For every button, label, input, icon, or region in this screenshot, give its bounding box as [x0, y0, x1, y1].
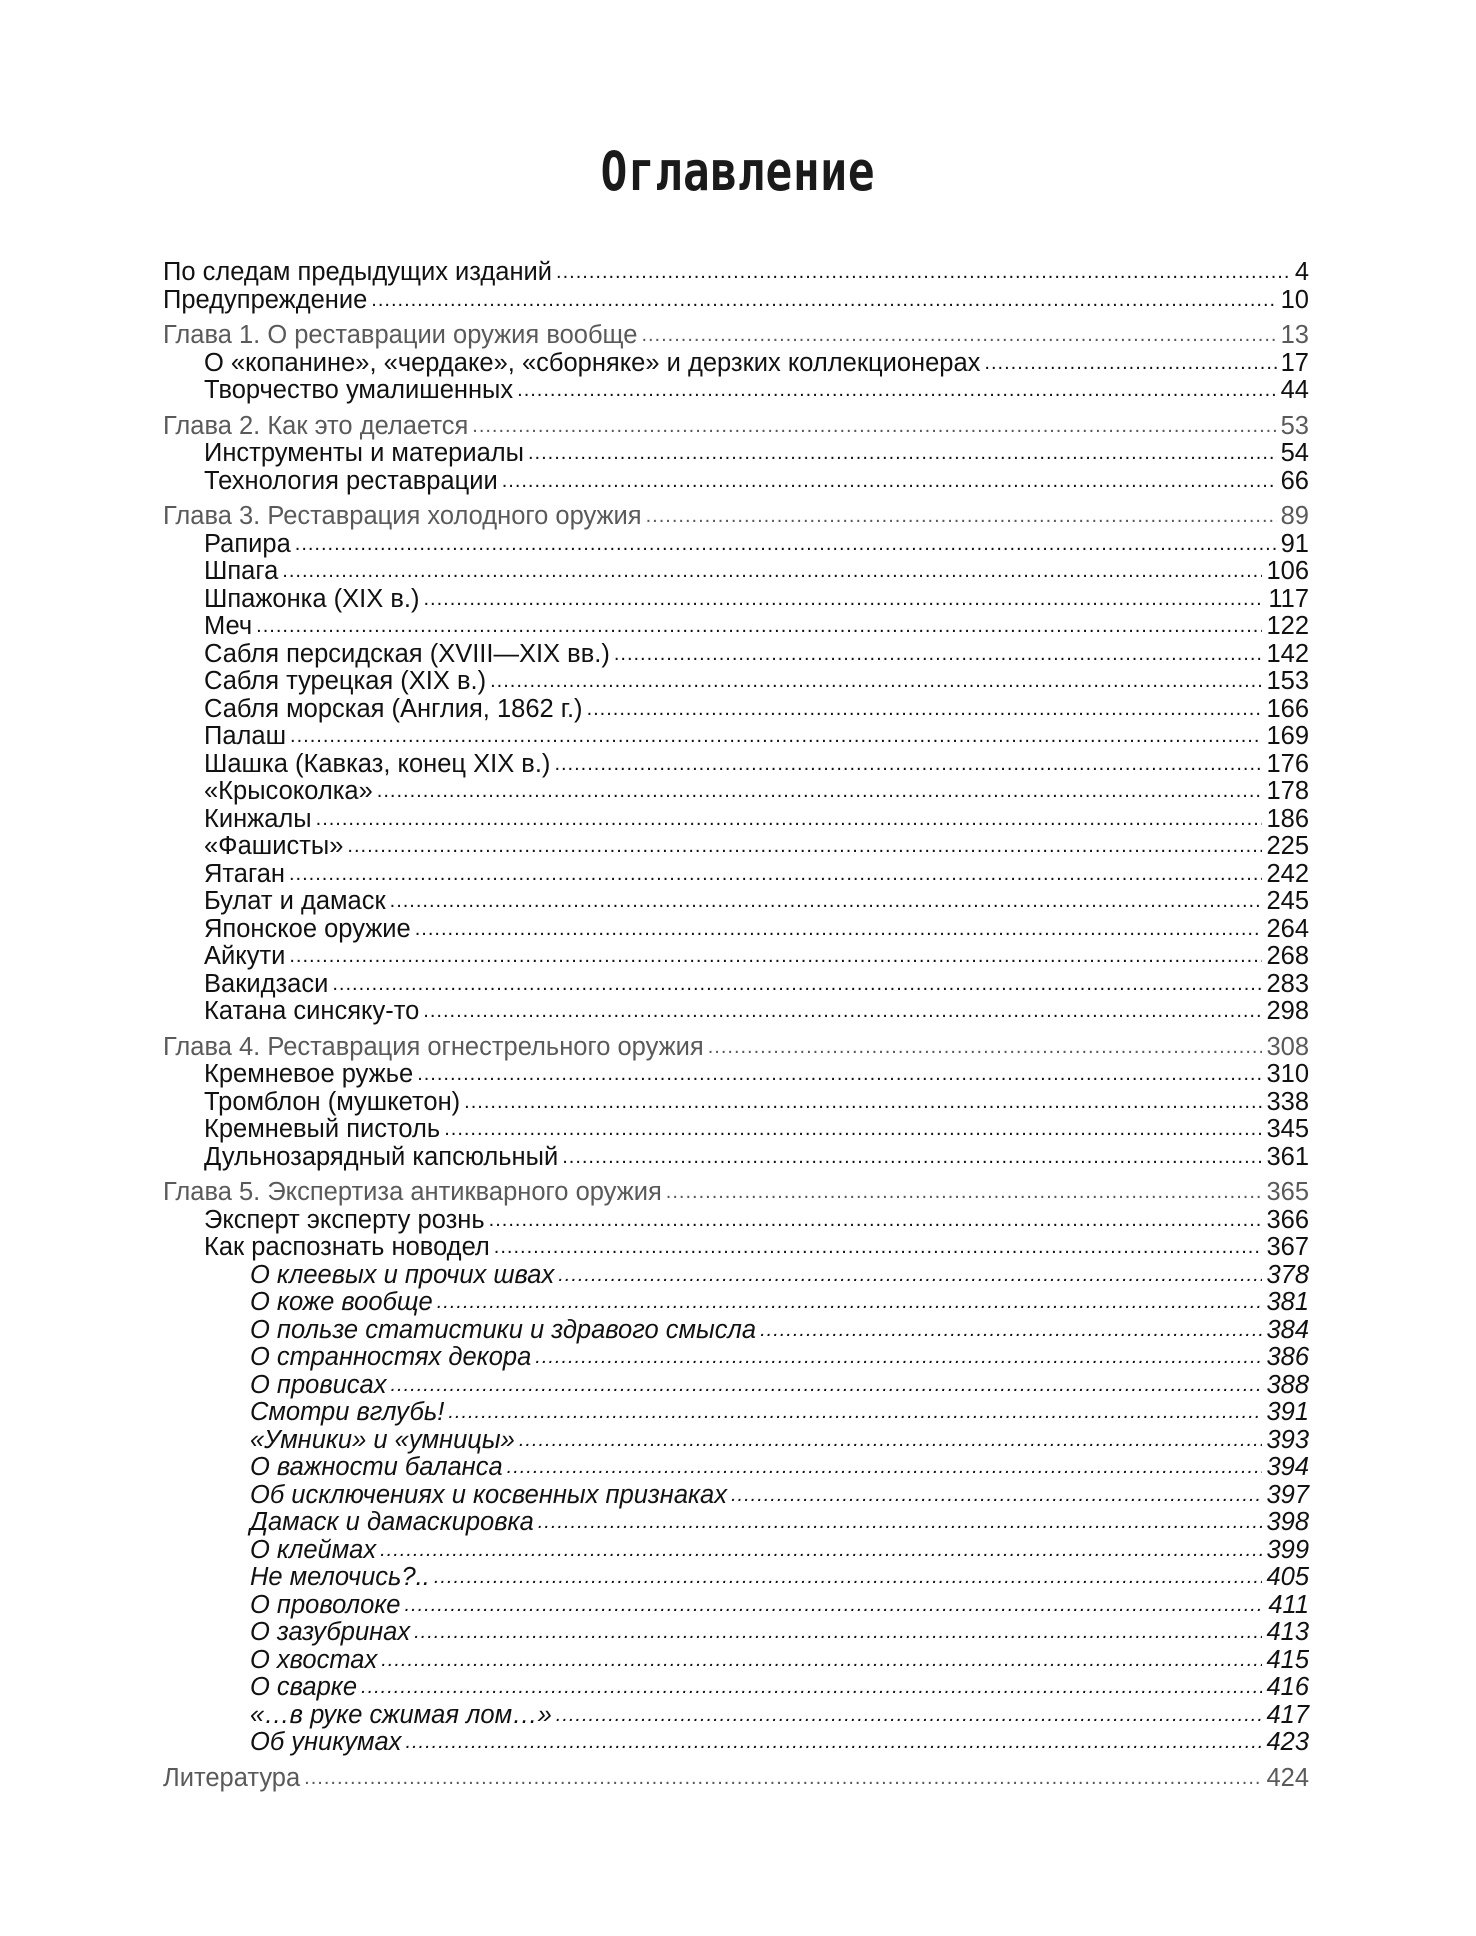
toc-entry [163, 1592, 1309, 1620]
toc-dot-leader [423, 584, 1264, 614]
toc-entry-title: О зазубринах [250, 1618, 411, 1646]
toc-entry [163, 641, 1309, 669]
toc-entry [163, 1454, 1309, 1482]
toc-dot-leader [562, 1142, 1262, 1172]
toc-page-number: 91 [1280, 529, 1309, 558]
toc-dot-leader [295, 529, 1277, 559]
toc-entry-title: Шпажонка (XIX в.) [204, 584, 420, 613]
toc-dot-leader [708, 1032, 1263, 1062]
toc-dot-leader [760, 1315, 1262, 1345]
toc-dot-leader [371, 285, 1276, 315]
toc-chapter-entry [163, 503, 1309, 531]
toc-dot-leader [472, 411, 1276, 441]
toc-entry-title: О провисах [250, 1370, 387, 1399]
toc-page-number: 366 [1266, 1205, 1309, 1234]
toc-entry-title: Не мелочись?.. [250, 1563, 430, 1591]
toc-entry [163, 1399, 1309, 1427]
toc-entry-title: По следам предыдущих изданий [163, 258, 553, 286]
toc-entry [163, 1509, 1309, 1537]
toc-entry [163, 1289, 1309, 1317]
toc-entry [163, 377, 1309, 405]
toc-entry-title: Дульнозарядный капсюльный [204, 1142, 559, 1171]
toc-entry-title: Творчество умалишенных [204, 376, 514, 404]
toc-entry [163, 1089, 1309, 1117]
toc-entry [163, 1619, 1309, 1647]
toc-entry-title: О коже вообще [250, 1288, 433, 1316]
toc-dot-leader [415, 914, 1263, 944]
toc-page-number: 13 [1280, 321, 1309, 349]
toc-dot-leader [641, 320, 1276, 350]
toc-entry [163, 751, 1309, 779]
toc-dot-leader [256, 611, 1262, 641]
toc-page-number: 365 [1266, 1178, 1309, 1206]
toc-page-number: 378 [1266, 1260, 1309, 1289]
toc-entry [163, 1061, 1309, 1089]
toc-dot-leader [519, 1425, 1263, 1455]
toc-page-number: 10 [1280, 285, 1309, 314]
toc-dot-leader [380, 1535, 1262, 1565]
toc-entry [163, 259, 1309, 287]
toc-entry-title: О важности баланса [250, 1453, 503, 1481]
toc-page-number: 367 [1266, 1233, 1309, 1261]
toc-page-number: 54 [1280, 439, 1309, 467]
toc-entry-title: «Фашисты» [204, 832, 344, 860]
toc-entry-title: Сабля морская (Англия, 1862 г.) [204, 694, 583, 723]
toc-page-number: 122 [1266, 612, 1309, 640]
toc-dot-leader [554, 749, 1262, 779]
toc-dot-leader [646, 501, 1277, 531]
toc-dot-leader [282, 556, 1262, 586]
toc-dot-leader [423, 996, 1262, 1026]
toc-entry [163, 613, 1309, 641]
toc-chapter-entry [163, 322, 1309, 350]
toc-page-number: 394 [1266, 1453, 1309, 1481]
toc-dot-leader [517, 375, 1276, 405]
toc-dot-leader [614, 639, 1263, 669]
toc-page-number: 186 [1266, 804, 1309, 833]
toc-entry [163, 943, 1309, 971]
toc-page-number: 225 [1266, 832, 1309, 860]
toc-entry-title: Об исключениях и косвенных признаках [250, 1480, 727, 1509]
toc-page-number: 4 [1294, 258, 1309, 286]
toc-page-number: 399 [1266, 1535, 1309, 1564]
toc-page-number: 338 [1266, 1087, 1309, 1116]
toc-page-number: 106 [1266, 557, 1309, 585]
toc-entry [163, 1564, 1309, 1592]
toc-entry-title: О проволоке [250, 1590, 401, 1619]
toc-entry-title: Как распознать новодел [204, 1233, 490, 1261]
toc-entry [163, 1144, 1309, 1172]
toc-dot-leader [535, 1342, 1262, 1372]
toc-dot-leader [437, 1287, 1263, 1317]
toc-dot-leader [290, 721, 1262, 751]
toc-entry-title: Сабля турецкая (XIX в.) [204, 667, 487, 695]
toc-entry [163, 1729, 1309, 1757]
toc-entry-title: «…в руке сжимая лом…» [250, 1700, 552, 1729]
toc-page-number: 308 [1266, 1032, 1309, 1061]
toc-entry [163, 971, 1309, 999]
toc-page-number: 423 [1266, 1728, 1309, 1756]
toc-entry [163, 558, 1309, 586]
toc-page-number: 384 [1266, 1315, 1309, 1344]
toc-page-number: 176 [1266, 749, 1309, 778]
toc-entry-title: О странностях декора [250, 1343, 532, 1371]
toc-entry-title: Эксперт эксперту рознь [204, 1205, 485, 1234]
toc-dot-leader [984, 348, 1276, 378]
toc-page-number: 416 [1266, 1673, 1309, 1701]
toc-entry [163, 1427, 1309, 1455]
toc-dot-leader [490, 666, 1262, 696]
toc-dot-leader [489, 1205, 1263, 1235]
toc-dot-leader [377, 776, 1263, 806]
toc-entry [163, 723, 1309, 751]
page-title: Оглавление [600, 140, 876, 203]
toc-entry [163, 696, 1309, 724]
toc-page-number: 345 [1266, 1115, 1309, 1143]
toc-entry-title: Меч [204, 612, 253, 640]
toc-entry-title: Рапира [204, 529, 291, 558]
toc-entry-title: Шпага [204, 557, 279, 585]
toc-entry [163, 287, 1309, 315]
toc-dot-leader [528, 438, 1277, 468]
toc-entry [163, 1674, 1309, 1702]
toc-dot-leader [347, 831, 1262, 861]
toc-entry-title: О «копанине», «чердаке», «сборняке» и дерзких коллекционерах [204, 348, 981, 377]
toc-page-number: 268 [1266, 942, 1309, 970]
toc-entry-title: Глава 1. О реставрации оружия вообще [163, 321, 638, 349]
toc-entry-title: «Умники» и «умницы» [250, 1425, 515, 1454]
toc-dot-leader [381, 1645, 1262, 1675]
toc-dot-leader [404, 1590, 1264, 1620]
toc-dot-leader [361, 1672, 1262, 1702]
toc-entry [163, 806, 1309, 834]
toc-dot-leader [558, 1260, 1262, 1290]
toc-page-number: 17 [1280, 348, 1309, 377]
toc-page-number: 310 [1266, 1060, 1309, 1088]
toc-entry-title: Ятаган [204, 859, 285, 888]
toc-page-number: 66 [1280, 466, 1309, 495]
toc-entry-title: Технология реставрации [204, 466, 498, 495]
toc-page-number: 388 [1266, 1370, 1309, 1399]
toc-entry-title: Литература [163, 1763, 301, 1792]
toc-chapter-entry [163, 1765, 1309, 1793]
toc-page-number: 417 [1266, 1700, 1309, 1729]
toc-dot-leader [464, 1087, 1262, 1117]
toc-entry-title: Булат и дамаск [204, 887, 386, 915]
toc-dot-leader [289, 941, 1262, 971]
toc-entry [163, 1482, 1309, 1510]
toc-page-number: 117 [1268, 584, 1309, 613]
toc-entry [163, 998, 1309, 1026]
toc-entry-title: Кремневое ружье [204, 1060, 414, 1088]
toc-dot-leader [731, 1480, 1262, 1510]
toc-dot-leader [391, 1370, 1263, 1400]
toc-entry-title: Катана синсяку-то [204, 997, 420, 1025]
toc-page-number: 415 [1266, 1645, 1309, 1674]
toc-entry [163, 440, 1309, 468]
toc-dot-leader [417, 1059, 1262, 1089]
toc-entry [163, 1116, 1309, 1144]
toc-entry-title: Глава 2. Как это делается [163, 411, 469, 440]
toc-dot-leader [304, 1763, 1262, 1793]
toc-dot-leader [556, 1700, 1263, 1730]
toc-entry-title: Глава 4. Реставрация огнестрельного оружия [163, 1032, 704, 1061]
toc-dot-leader [332, 969, 1262, 999]
toc-page-number: 53 [1280, 411, 1309, 440]
toc-dot-leader [538, 1507, 1263, 1537]
toc-dot-leader [494, 1232, 1263, 1262]
toc-entry [163, 833, 1309, 861]
toc-dot-leader [556, 257, 1291, 287]
toc-page-number: 283 [1266, 969, 1309, 998]
toc-dot-leader [316, 804, 1263, 834]
toc-page-number: 411 [1268, 1590, 1309, 1619]
toc-entry-title: Глава 5. Экспертиза антикварного оружия [163, 1178, 662, 1206]
toc-dot-leader [666, 1177, 1263, 1207]
toc-entry-title: Сабля персидская (XVIII—XIX вв.) [204, 639, 610, 668]
toc-entry-title: Предупреждение [163, 285, 368, 314]
toc-entry [163, 1262, 1309, 1290]
toc-entry-title: Кремневый пистоль [204, 1115, 441, 1143]
toc-entry-title: Дамаск и дамаскировка [250, 1508, 534, 1536]
toc-entry [163, 1207, 1309, 1235]
toc-page-number: 298 [1266, 997, 1309, 1025]
toc-entry [163, 531, 1309, 559]
toc-entry [163, 1372, 1309, 1400]
toc-dot-leader [289, 859, 1262, 889]
toc-entry-title: «Крысоколка» [204, 777, 373, 805]
toc-page-number: 393 [1266, 1425, 1309, 1454]
toc-entry-title: Инструменты и материалы [204, 439, 524, 467]
toc-entry [163, 861, 1309, 889]
toc-page-number: 245 [1266, 887, 1309, 915]
toc-chapter-entry [163, 1179, 1309, 1207]
toc-entry [163, 1234, 1309, 1262]
toc-page-number: 242 [1266, 859, 1309, 888]
toc-entry [163, 1647, 1309, 1675]
toc-entry-title: О сварке [250, 1673, 358, 1701]
toc-entry-title: Шашка (Кавказ, конец XIX в.) [204, 749, 551, 778]
toc-dot-leader [587, 694, 1263, 724]
toc-dot-leader [390, 886, 1263, 916]
toc-entry-title: Глава 3. Реставрация холодного оружия [163, 502, 642, 530]
toc-dot-leader [405, 1727, 1262, 1757]
toc-entry-title: Кинжалы [204, 804, 312, 833]
toc-page-number: 386 [1266, 1343, 1309, 1371]
toc-entry-title: Вакидзаси [204, 969, 329, 998]
toc-entry [163, 468, 1309, 496]
toc-entry-title: Тромблон (мушкетон) [204, 1087, 461, 1116]
toc-page-number: 178 [1266, 777, 1309, 805]
toc-dot-leader [414, 1617, 1262, 1647]
toc-entry-title: О клеймах [250, 1535, 377, 1564]
toc-entry-title: О хвостах [250, 1645, 378, 1674]
toc-page-number: 153 [1266, 667, 1309, 695]
toc-entry-title: Об уникумах [250, 1728, 402, 1756]
toc-page-number: 405 [1266, 1563, 1309, 1591]
toc-entry [163, 916, 1309, 944]
toc-entry [163, 1317, 1309, 1345]
toc-entry-title: О пользе статистики и здравого смысла [250, 1315, 757, 1344]
toc-page-number: 142 [1266, 639, 1309, 668]
toc-chapter-entry [163, 413, 1309, 441]
toc-entry [163, 586, 1309, 614]
toc-entry [163, 668, 1309, 696]
toc-dot-leader [502, 466, 1277, 496]
table-of-contents [163, 259, 1309, 1792]
toc-page-number: 361 [1266, 1142, 1309, 1171]
toc-entry-title: Палаш [204, 722, 287, 750]
toc-entry [163, 1702, 1309, 1730]
toc-dot-leader [444, 1114, 1262, 1144]
toc-entry-title: Айкути [204, 942, 286, 970]
toc-page-number: 424 [1266, 1763, 1309, 1792]
toc-dot-leader [434, 1562, 1263, 1592]
toc-chapter-entry [163, 1034, 1309, 1062]
toc-page-number: 397 [1266, 1480, 1309, 1509]
toc-entry-title: О клеевых и прочих швах [250, 1260, 555, 1289]
toc-page-number: 44 [1280, 376, 1309, 404]
toc-page-number: 381 [1266, 1288, 1309, 1316]
toc-page-number: 391 [1266, 1398, 1309, 1426]
toc-page-number: 89 [1280, 502, 1309, 530]
toc-entry-title: Японское оружие [204, 914, 411, 943]
toc-page-number: 398 [1266, 1508, 1309, 1536]
toc-page-number: 169 [1266, 722, 1309, 750]
toc-entry [163, 1537, 1309, 1565]
toc-entry [163, 888, 1309, 916]
toc-page-number: 166 [1266, 694, 1309, 723]
toc-dot-leader [448, 1397, 1262, 1427]
toc-dot-leader [507, 1452, 1263, 1482]
toc-page-number: 413 [1266, 1618, 1309, 1646]
toc-entry-title: Смотри вглубь! [250, 1398, 445, 1426]
toc-entry [163, 1344, 1309, 1372]
toc-entry [163, 778, 1309, 806]
toc-entry [163, 350, 1309, 378]
toc-page-number: 264 [1266, 914, 1309, 943]
